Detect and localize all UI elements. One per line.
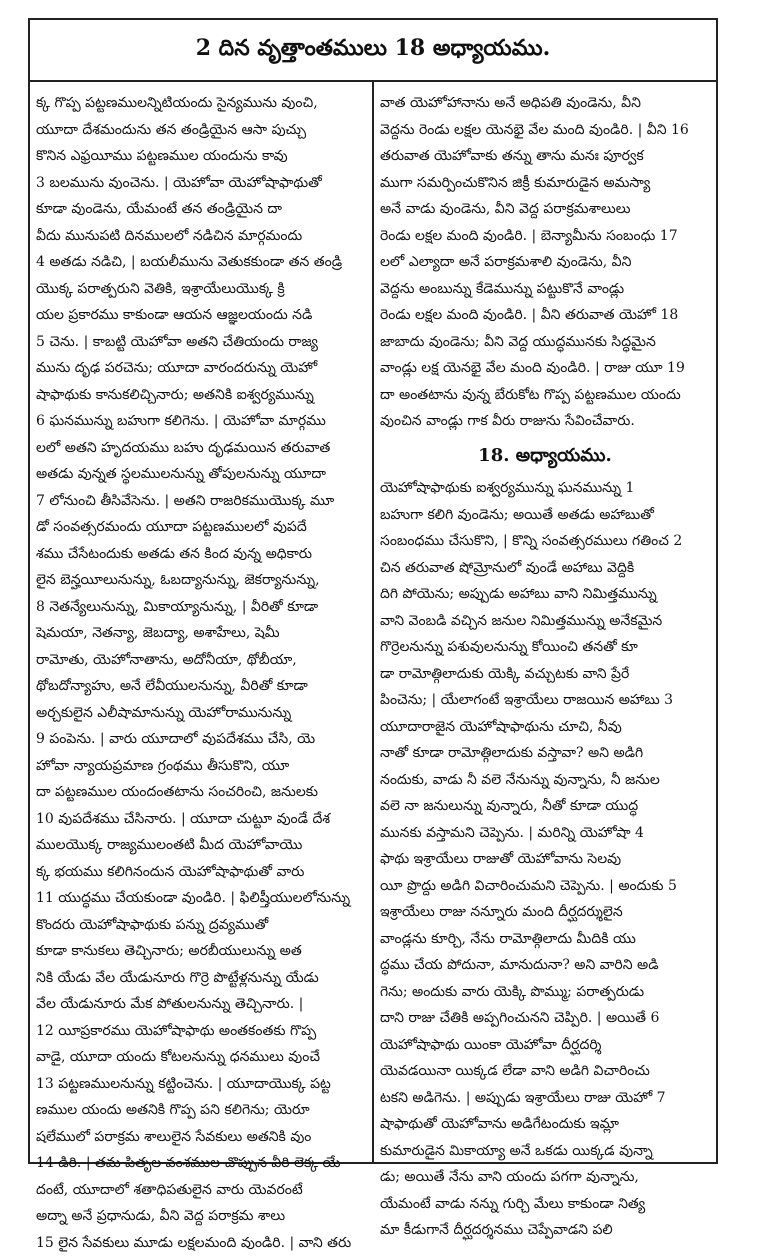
text-line: క్క గొప్ప పట్టణములన్నిటియందు సైన్యమును వుంచి, — [36, 90, 366, 117]
text-line: లలో ఎల్యాదా అనే పరాక్రమశాలి వుండెను, వీని — [380, 249, 710, 276]
text-line: షాఫాథుకు కానుకలిచ్చినారు; అతనికి ఐశ్వర్యమున్ను — [36, 382, 366, 409]
text-line: థోబదోన్యాహు, అనే లేవీయులనున్ను, వీరితో కూడా — [36, 673, 366, 700]
chapter-heading: 18. అధ్యాయము. — [380, 443, 710, 470]
text-line: మును దృఢ పరచెను; యూదా వారందరున్ను యెహో — [36, 355, 366, 382]
text-line: యెహోషాఫాథుకు ఐశ్వర్యమున్ను ఘనమున్ను 1 — [380, 475, 710, 502]
text-line: పించెను; | యేలాగంటే ఇశ్రాయేలు రాజయిన అహాబు 3 — [380, 687, 710, 714]
text-line: వాడై, యూదా యందు కోటలనున్ను ధనములు వుంచే — [36, 1044, 366, 1071]
right-column — [374, 82, 716, 1164]
text-line: ములయొక్క రాజ్యములంతటి మీద యెహోవాయొ — [36, 832, 366, 859]
text-line: యేమంటే వాడు నన్ను గుర్చి మేలు కాకుండా నిత్య — [380, 1191, 710, 1218]
text-line: వాత యెహోహానాను అనే అధిపతి వుండెను, వీని — [380, 90, 710, 117]
text-line: యొక్క పరాత్పరుని వెతికి, ఇశ్రాయేలుయొక్క క్రి — [36, 276, 366, 303]
text-line: గొర్రెలనున్ను పశువులనున్ను కోయించి తనతో కూ — [380, 634, 710, 661]
text-line: ద్ధము చేయ పోదునా, మానుదునా? అని వారిని అడి — [380, 952, 710, 979]
text-line: మునకు వస్తామని చెప్పెను. | మరిన్ని యెహోషా 4 — [380, 820, 710, 847]
text-line: చిన తరువాత షోమ్రోనులో వుండే అహాబు వెద్దికి — [380, 555, 710, 582]
text-line: దా అంతటాను వున్న బేరుకోట గొప్ప పట్టణముల యందు — [380, 382, 710, 409]
text-line: ఫాథు ఇశ్రాయేలు రాజుతో యెహోవాను సెలవు — [380, 846, 710, 873]
text-line: బహుగా కలిగి వుండెను; అయితే అతడు అహాబుతో — [380, 502, 710, 529]
text-line: వాండ్లు లక్ష యెనభై వేల మంది వుండిరి. | రాజు యూ 19 — [380, 355, 710, 382]
text-line: వీదు మునుపటి దినములలో నడిచిన మార్గమందు — [36, 223, 366, 250]
text-line: సంబంధము చేసుకొని, | కొన్ని సంవత్సరములు గతించ 2 — [380, 528, 710, 555]
text-line: క్క భయము కలిగినందున యెహోషాఫాథుతో వారు — [36, 859, 366, 886]
text-line: లైన బెన్హయీలునున్ను, ఓబద్యానున్ను, జెకర్యానున్ను, — [36, 567, 366, 594]
text-line: యీ ప్రొద్దు అడిగి విచారించుమని చెప్పెను. | అందుకు 5 — [380, 873, 710, 900]
text-line: 8 నెతన్యేలునున్ను, మికాయ్యానున్ను, | వీరితో కూడా — [36, 594, 366, 621]
text-line: కూడా వుండెను, యేమంటే తన తండ్రియైన దా — [36, 196, 366, 223]
text-line: 4 అతడు నడిచి, | బయలీమును వెతుకకుండా తన తండ్రి — [36, 249, 366, 276]
book-page — [28, 18, 718, 1164]
text-line: షాఫాథుతో యెహోవాను అడిగేటందుకు ఇమ్లా — [380, 1111, 710, 1138]
text-line: అనే వాడు వుండెను, వీని వెద్ద పరాక్రమశాలులు — [380, 196, 710, 223]
text-line: నికి యేడు వేల యేడునూరు గొర్రె పొట్టేళ్లనున్ను యేడు — [36, 965, 366, 992]
text-line: వేల యేడునూరు మేక పోతులనున్ను తెచ్చినారు. | — [36, 991, 366, 1018]
text-line: హోవా న్యాయప్రమాణ గ్రంథము తీసుకొని, యూ — [36, 753, 366, 780]
text-line: రామోతు, యెహోనాతాను, అదోనీయా, థోబీయా, — [36, 647, 366, 674]
text-line: వాండ్లను కూర్చి, నేను రామోత్గిలాదు మీదికి యు — [380, 926, 710, 953]
text-line: తరువాత యెహోవాకు తన్ను తాను మనః పూర్వక — [380, 143, 710, 170]
text-line: టకని అడిగెను. | అప్పుడు ఇశ్రాయేలు రాజు యెహో 7 — [380, 1085, 710, 1112]
text-columns — [30, 82, 716, 1164]
text-line: జాబాదు వుండెను; వీని వెద్ద యుద్ధమునకు సిద్ధమైన — [380, 329, 710, 356]
text-line: షెమయా, నెతన్యా, జెబద్యా, అశాహేలు, షెమీ — [36, 620, 366, 647]
text-line: 6 ఘనమున్ను బహుగా కలిగెను. | యెహోవా మార్గము — [36, 408, 366, 435]
text-line: అతడు వున్నత స్థలములనున్ను తోపులనున్ను యూదా — [36, 461, 366, 488]
text-line: 12 యీప్రకారము యెహోషాఫాథు అంతకంతకు గొప్ప — [36, 1018, 366, 1045]
text-line: కొనిన ఎఫ్రయీము పట్టణముల యందును కావు — [36, 143, 366, 170]
text-line: 7 లోనుంచి తీసివేసెను. | అతని రాజరికముయొక్క మూ — [36, 488, 366, 515]
left-column — [30, 82, 374, 1164]
text-line: 9 పంపెను. | వారు యూదాలో వుపదేశము చేసి, యె — [36, 726, 366, 753]
text-line: రెండు లక్షల మంది వుండిరి. | వీని తరువాత యెహో 18 — [380, 302, 710, 329]
right-column-bottom — [380, 475, 710, 1244]
text-line: యూదా దేశమందును తన తండ్రియైన ఆసా పుచ్చు — [36, 117, 366, 144]
text-line: వుంచిన వాండ్లు గాక వీరు రాజును సేవించేవారు. — [380, 408, 710, 435]
text-line: దిగి పోయెను; అప్పుడు అహాబు వాని నిమిత్తమున్ను — [380, 581, 710, 608]
text-line: డో సంవత్సరమందు యూదా పట్టణములలో వుపదే — [36, 514, 366, 541]
text-line: మా కీడుగానే దీర్ఘదర్శనము చెప్పేవాడని పలి — [380, 1217, 710, 1244]
text-line: నందుకు, వాడు నీ వలె నేనున్ను వున్నాను, నీ జనుల — [380, 767, 710, 794]
page-title: 2 దిన వృత్తాంతములు 18 అధ్యాయము. — [196, 35, 551, 66]
text-line: యల ప్రకారము కాకుండా ఆయన ఆజ్ఞలయందు నడి — [36, 302, 366, 329]
text-line: కుమారుడైన మికాయ్యా అనే ఒకడు యిక్కడ వున్నా — [380, 1138, 710, 1165]
text-line: వాని వెంబడి వచ్చిన జనుల నిమిత్తమున్ను అనేకమైన — [380, 608, 710, 635]
text-line: అర్చకులైన ఎలీషామానున్ను యెహోరామునున్ను — [36, 700, 366, 727]
text-line: నాతో కూడా రామోత్గిలాదుకు వస్తావా? అని అడిగి — [380, 740, 710, 767]
text-line: అద్నా అనే ప్రధానుడు, వీని వెద్ద పరాక్రమ శాలు — [36, 1203, 366, 1230]
text-line: 14 డిరి. | తమ పితృల వంశముల చొప్పున వీరి లెక్క యే — [36, 1150, 366, 1177]
text-line: యెహోషాఫాథు యింకా యెహోవా దీర్ఘదర్శి — [380, 1032, 710, 1059]
text-line: శము చేసేటందుకు అతడు తన కింద వున్న అధికారు — [36, 541, 366, 568]
text-line: దాని రాజు చేతికి అప్పగించునని చెప్పిరి. | అయితే 6 — [380, 1005, 710, 1032]
text-line: లలో అతని హృదయము బహు దృఢమయిన తరువాత — [36, 435, 366, 462]
text-line: 10 వుపదేశము చేసినారు. | యూదా చుట్టూ వుండే దేశ — [36, 806, 366, 833]
text-line: 11 యుద్ధము చేయకుండా వుండిరి. | ఫిలిష్తీయులలోనున్ను — [36, 885, 366, 912]
text-line: 15 లైన సేవకులు మూడు లక్షలమంది వుండిరి. | వాని తరు — [36, 1230, 366, 1256]
text-line: 13 పట్టణములనున్ను కట్టించెను. | యూదాయొక్క పట్ట — [36, 1071, 366, 1098]
text-line: 3 బలమును వుంచెను. | యెహోవా యెహోషాఫాథుతో — [36, 170, 366, 197]
text-line: ణముల యందు అతనికి గొప్ప పని కలిగెను; యెరూ — [36, 1097, 366, 1124]
text-line: వలె నా జనులున్ను వున్నారు, నీతో కూడా యుద్ధ — [380, 793, 710, 820]
text-line: డా రామోత్గిలాదుకు యెక్కి వచ్చుటకు వాని ప్రేరే — [380, 661, 710, 688]
text-line: దా పట్టణముల యందంతటాను సంచరించి, జనులకు — [36, 779, 366, 806]
text-line: యెవడయినా యిక్కడ లేడా వాని అడిగి విచారించు — [380, 1058, 710, 1085]
text-line: వెద్దను రెండు లక్షల యెనభై వేల మంది వుండిరి. | వీని 16 — [380, 117, 710, 144]
text-line: యూదారాజైన యెహోషాఫాథును చూచి, నీవు — [380, 714, 710, 741]
text-line: వెద్దను అంబున్ను కేడెమున్ను పట్టుకొనే వాండ్లు — [380, 276, 710, 303]
right-column-top — [380, 90, 710, 435]
text-line: షలేములో పరాక్రమ శాలులైన సేవకులు అతనికి వుం — [36, 1124, 366, 1151]
text-line: 5 చెను. | కాబట్టి యెహోవా అతని చేతియందు రాజ్య — [36, 329, 366, 356]
text-line: కొందరు యెహోషాఫాథుకు పన్ను ద్రవ్యముతో — [36, 912, 366, 939]
text-line: గెను; అందుకు వారు యెక్కి పొమ్ము; పరాత్పరుడు — [380, 979, 710, 1006]
text-line: ముగా సమర్పించుకొనిన జిక్రీ కుమారుడైన అమస్యా — [380, 170, 710, 197]
text-line: రెండు లక్షల మంది వుండిరి. | బెన్యామీను సంబంధు 17 — [380, 223, 710, 250]
text-line: కూడా కానుకలు తెచ్చినారు; అరబీయులున్ను అత — [36, 938, 366, 965]
text-line: దంటే, యూదాలో శతాధిపతులైన వారు యెవరంటే — [36, 1177, 366, 1204]
text-line: డు; అయితే నేను వాని యందు పగగా వున్నాను, — [380, 1164, 710, 1191]
text-line: ఇశ్రాయేలు రాజు నన్నూరు మంది దీర్ఘదర్శులైన — [380, 899, 710, 926]
page-header — [30, 20, 716, 82]
